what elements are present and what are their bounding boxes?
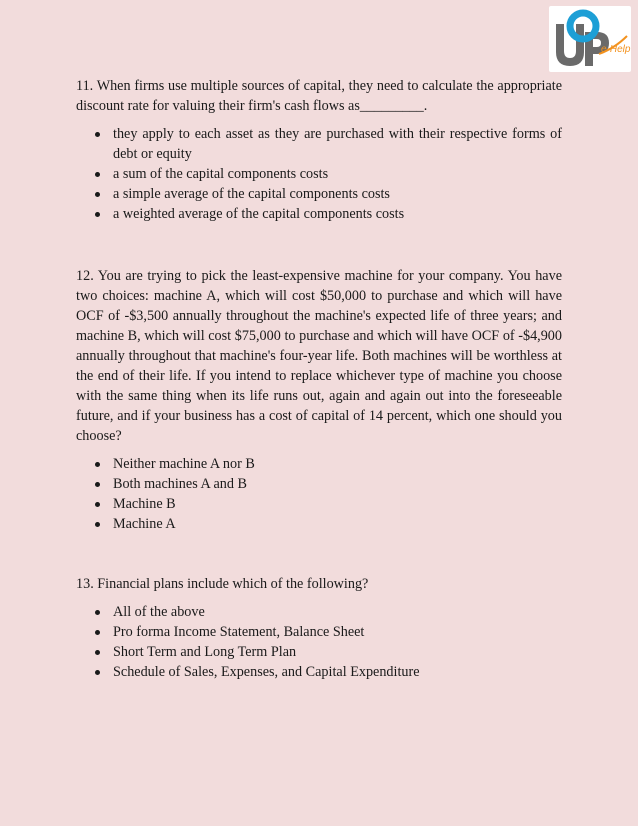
option-item: Machine A (76, 514, 562, 534)
option-item: a simple average of the capital components costs (76, 184, 562, 204)
option-item: Neither machine A nor B (76, 454, 562, 474)
question-text: 12. You are trying to pick the least-expensive machine for your company. You have two choices: machine A, which will cost $50,000 to purchase and which will have OCF of -$3,500 annually throughout the machine's expected life of three years; and machine B, which will cost $75,000 to purchase and which will have OCF of -$4,900 annually throughout that machine's four-year life. Both machines will be worthless at the end of their life. If you intend to replace whichever type of machine you choose with the same thing when its life runs out, again and again out into the foreseeable future, and if your business has a cost of capital of 14 percent, which one should you choose? (76, 268, 562, 444)
question-12 (76, 266, 562, 534)
question-text: 13. Financial plans include which of the following? (76, 576, 369, 592)
option-item: a sum of the capital components costs (76, 164, 562, 184)
option-item: Machine B (76, 494, 562, 514)
option-list (76, 602, 562, 682)
option-item: they apply to each asset as they are purchased with their respective forms of debt or equity (76, 124, 562, 164)
option-item: Short Term and Long Term Plan (76, 642, 562, 662)
option-item: a weighted average of the capital components costs (76, 204, 562, 224)
question-11 (76, 76, 562, 224)
option-item: All of the above (76, 602, 562, 622)
option-list (76, 454, 562, 534)
question-text: 11. When firms use multiple sources of capital, they need to calculate the appropriate discount rate for valuing their firm's cash flows as_________. (76, 78, 562, 114)
uop-ehelp-logo (549, 6, 631, 72)
option-item: Schedule of Sales, Expenses, and Capital Expenditure (76, 662, 562, 682)
option-item: Both machines A and B (76, 474, 562, 494)
ehelp-logo-text: e-Help (601, 44, 631, 55)
option-item: Pro forma Income Statement, Balance Sheet (76, 622, 562, 642)
option-list (76, 124, 562, 224)
question-13 (76, 574, 562, 682)
